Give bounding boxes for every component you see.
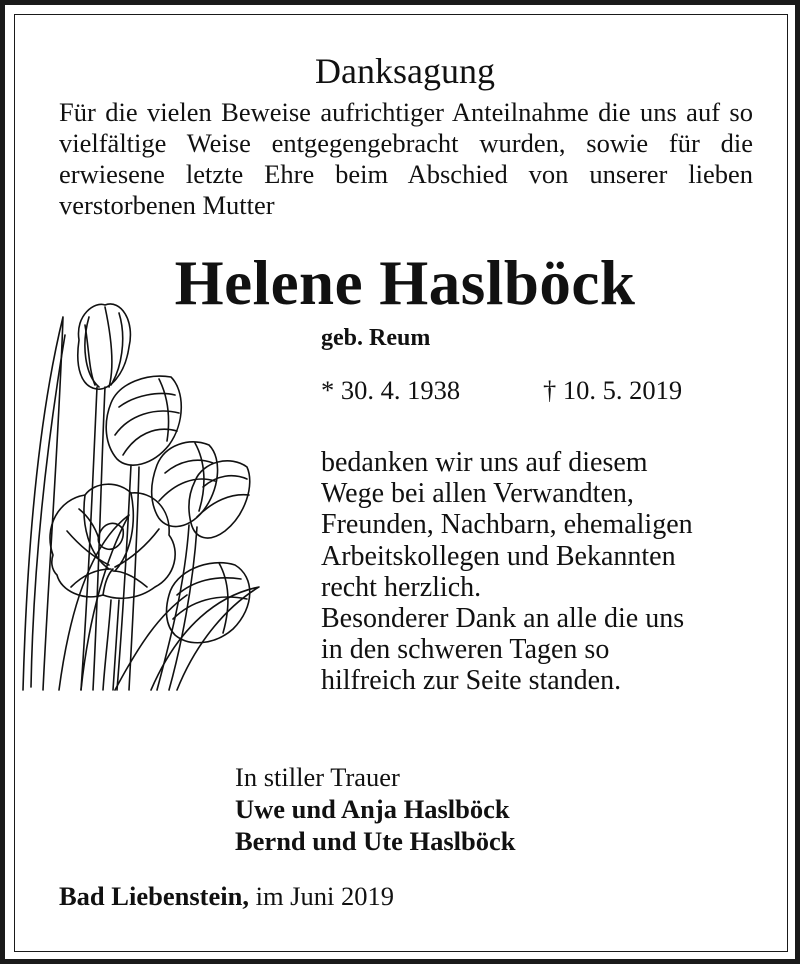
intro-text: Für die vielen Beweise aufrichtiger Anteilnahme die uns auf so vielfältige Weise entgegengebracht wurden, sowie für die erwiesene letzte Ehre beim Abschied von unserer lieben verstorbenen Mutter [59,97,753,220]
thanks-line: Freunden, Nachbarn, ehemaligen [321,509,693,541]
thanks-line: bedanken wir uns auf diesem [321,447,648,478]
deceased-name: Helene Haslböck [174,248,636,318]
place: Bad Liebenstein, [59,881,249,911]
tulip-bouquet-icon [19,295,269,693]
thanks-line: hilfreich zur Seite standen. [321,665,622,697]
thanks-line: in den schweren Tagen so [321,634,610,666]
thanks-line: Arbeitskollegen und Bekannten [321,540,676,572]
place-date-line [59,879,394,913]
signer-2: Bernd und Ute Haslböck [235,826,516,856]
thanks-line: recht herzlich. [321,571,482,603]
signer-1: Uwe und Anja Haslböck [235,794,510,824]
mourning-block [235,761,516,857]
birth-date: * 30. 4. 1938 [321,375,461,405]
thanks-line: Wege bei allen Verwandten, [321,478,634,510]
thanks-text [321,447,761,697]
maiden-name: geb. Reum [321,325,431,351]
thanks-line: Besonderer Dank an alle die uns [321,603,685,635]
mourning-intro: In stiller Trauer [235,762,400,792]
date: im Juni 2019 [255,881,394,911]
notice-heading: Danksagung [315,51,495,91]
death-date: † 10. 5. 2019 [543,375,683,405]
